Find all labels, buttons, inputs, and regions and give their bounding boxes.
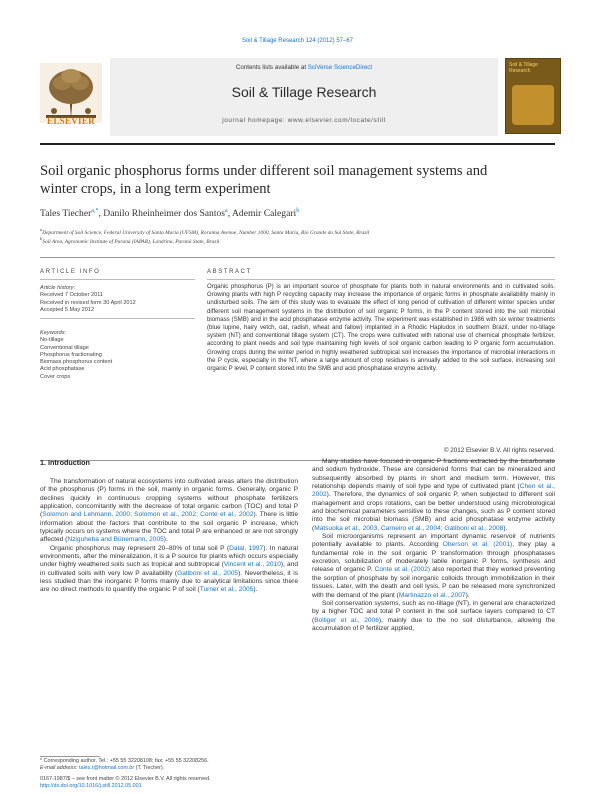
paragraph-text: ). There is little information about the factors that contribute to the soil organic P increase, which typically occurs on systems where the TOC and total P are enhanced or are not strongly affected ( — [40, 511, 298, 544]
paragraph-text: ). — [253, 586, 258, 594]
affiliation — [40, 236, 555, 245]
issn-line: 0167-1987/$ – see front matter © 2012 Elsevier B.V. All rights reserved. — [40, 776, 211, 782]
keywords-list — [40, 330, 195, 381]
author-affil-marker[interactable]: a,* — [91, 208, 99, 214]
body-paragraph — [312, 458, 555, 533]
journal-title: Soil & Tillage Research — [231, 84, 377, 100]
title-line-2: winter crops, in a long term experiment — [40, 181, 271, 197]
paragraph-text: Many studies have focused in organic P fractions extracted by the bicarbonate and sodium hydroxide. These are considered forms that can be mineralized and subsequently absorbed by plants in short and medium term. However, this relationship depends mainly of soil type and type of cultivated plant ( — [312, 458, 555, 491]
cover-artwork — [512, 85, 554, 125]
keyword: Biomass phosphorus content — [40, 359, 113, 366]
article-title — [40, 162, 555, 198]
paragraph-text: ), and in cultivated soils with very low P availability ( — [40, 561, 298, 577]
corresponding-author-footnote — [40, 758, 300, 772]
journal-cover-thumbnail — [505, 58, 561, 134]
citation-link[interactable]: Bolliger et al., 2006 — [314, 616, 379, 624]
body-right-column — [312, 458, 555, 633]
paragraph-text: ). Nevertheless, it is less studied than the inorganic P forms mainly due to analytical limitations since there are no direct methods to quantify the organic P of soil ( — [40, 569, 298, 594]
body-paragraph — [40, 478, 298, 545]
citation-link[interactable]: Solomon and Lehmann, 2000; Solomon et al., 2002; Conte et al., 2002 — [42, 511, 254, 519]
copyright-notice: © 2012 Elsevier B.V. All rights reserved. — [443, 447, 555, 454]
keyword: No-tillage — [40, 337, 64, 344]
abstract-heading: ABSTRACT — [207, 269, 252, 275]
email-link[interactable]: tales.t@hotmail.com.br — [78, 765, 135, 771]
citation-link[interactable]: Conte et al. (2002) — [374, 566, 431, 574]
section-heading-introduction: 1. Introduction — [40, 458, 90, 467]
history-revised: Received in revised form 30 April 2012 — [40, 299, 136, 306]
article-info-divider — [40, 318, 195, 319]
author-affil-marker[interactable]: a — [225, 208, 228, 214]
keywords-heading: Keywords: — [40, 330, 67, 336]
keyword: Conventional tillage — [40, 344, 89, 351]
author-name: Tales Tiecher — [40, 208, 92, 220]
affiliation-marker: a — [40, 227, 43, 232]
history-received: Received 7 October 2011 — [40, 292, 104, 299]
paragraph-text: ). — [163, 536, 168, 544]
citation-link[interactable]: Martinazzo et al., 2007 — [398, 591, 466, 599]
paragraph-text: ). — [503, 524, 508, 532]
contents-line — [110, 64, 498, 71]
keyword: Acid phosphatase — [40, 366, 85, 373]
title-line-1: Soil organic phosphorus forms under different soil management systems and — [40, 163, 488, 179]
author-list: Tales Tiecher$^{a,*}$, Danilo Rheinheimer dos Santos$^a$, Ademir Calegari$^b$ — [40, 208, 300, 220]
elsevier-wordmark: ELSEVIER — [47, 116, 95, 126]
paragraph-text: also reported that they worked preventing the sorption of phosphate by soil inorganic colloids through immobilization in their tissues. Later, with the death and cell lysis, P can be released more synchronized with the demand of the plant ( — [312, 566, 555, 599]
cover-title: Soil & Tillage Research — [509, 62, 538, 74]
citation-link[interactable]: Dalal, 1997 — [229, 544, 264, 552]
corresponding-author-text: * Corresponding author. Tel.: +55 55 32208108; fax: +55 55 32208256. — [40, 758, 209, 764]
paragraph-text: ). In natural environments, after the mineralization, it is a P source for plants which occurs especially under highly weathered soils such as tropical and subtropical ( — [40, 544, 298, 569]
email-line — [40, 765, 300, 772]
paragraph-text: Soil conservation systems, such as no-tillage (NT), in general are characterized by a higher TOC and total P content in the soil surface layers compared to CT ( — [312, 599, 555, 624]
paragraph-text: ). — [465, 591, 470, 599]
keyword: Phosphorus fractionating — [40, 351, 102, 358]
homepage-url[interactable]: www.elsevier.com/locate/still — [287, 117, 386, 124]
citation-link[interactable]: Turner et al., 2005 — [199, 586, 254, 594]
paragraph-text: Soil microorganisms represent an important dynamic reservoir of nutrients potentially available to plants. According — [312, 533, 555, 549]
history-heading: Article history: — [40, 285, 76, 291]
email-label: E-mail address: — [40, 765, 79, 771]
homepage-prefix: journal homepage: — [222, 117, 288, 124]
paragraph-text: , they play a fundamental role in the soil organic P transformation through phosphatases excretion, solubilization of moderately labile inorganic P forms, synthesis and release of organic P. — [312, 541, 555, 574]
front-matter-rule — [40, 257, 555, 258]
paragraph-text: ), mainly due to the no soil disturbance, allowing the accumulation of P fertilizer applied, — [312, 616, 555, 632]
paragraph-text: Organic phosphorus may represent 20–80% of total soil P ( — [50, 544, 230, 552]
affiliation-marker: b — [40, 236, 43, 241]
doi-link[interactable]: http://dx.doi.org/10.1016/j.still.2012.05.001 — [40, 783, 142, 789]
citation-link[interactable]: Matsuoka et al., 2003, Carneiro et al., 2004; Gatiboni et al., 2008 — [314, 524, 504, 532]
sciencedirect-link[interactable]: SciVerse ScienceDirect — [307, 64, 373, 71]
affiliation-text: Soil Area, Agronomic Institute of Paraná (IAPAR), Londrina, Paraná State, Brazil — [42, 238, 220, 245]
abstract-rule — [207, 279, 555, 280]
paragraph-text: The transformation of natural ecosystems into cultivated areas alters the distribution of the phosphorus (P) forms in the soil, mainly in organic forms. Generally, organic P declines quickly in continuous cropping systems without phosphate fertilizers application, concomitantly with the decrease of total organic carbon (TOC) and total P ( — [40, 478, 298, 519]
body-paragraph — [40, 545, 298, 595]
journal-homepage — [110, 117, 498, 124]
affiliation — [40, 227, 555, 236]
body-left-column — [40, 478, 298, 595]
issn-doi-block — [40, 776, 300, 790]
author-name: Ademir Calegari — [232, 208, 297, 220]
journal-reference[interactable]: Soil & Tillage Research 124 (2012) 57–67 — [241, 38, 354, 44]
citation-link[interactable]: Chen et al., 2002 — [312, 483, 555, 499]
keyword: Cover crops — [40, 373, 71, 380]
email-suffix: (T. Tiecher). — [134, 765, 165, 771]
citation-link[interactable]: Gatiboni et al., 2005 — [177, 569, 239, 577]
author-affil-marker[interactable]: b — [296, 208, 300, 214]
author-name: Danilo Rheinheimer dos Santos — [103, 208, 226, 220]
contents-prefix: Contents lists available at — [235, 64, 308, 71]
history-accepted: Accepted 5 May 2012 — [40, 306, 95, 313]
body-paragraph — [312, 533, 555, 600]
body-paragraph — [312, 600, 555, 633]
header-rule — [40, 143, 555, 145]
paragraph-text: ). Therefore, the dynamics of soil organic P, when subjected to different soil management and crops rotations, can be better understood using microbiological and biochemical parameters sensitive to these changes, such as P content stored into the soil microbial biomass (SMB) and acid phosphatase enzyme activity ( — [312, 491, 555, 532]
citation-link[interactable]: Nziguheba and Bünemann, 2005 — [67, 536, 164, 544]
affiliation-text: Department of Soil Science, Federal University of Santa Maria (UFSM), Roraima Avenue, Number 1000, Santa Maria, Rio Grande do Sul State, Brazil — [42, 229, 370, 236]
article-info-rule — [40, 279, 195, 280]
citation-link[interactable]: Vincent et al., 2010 — [223, 561, 281, 569]
abstract-text: Organic phosphorus (P) is an important source of phosphate for plants both in natural environments and in cultivated soils. Growing plants with high P recycling capacity may increase the importance of organic forms in phosphate availability mainly in undisturbed soils. The aim of this study was to evaluate the effect of long period of cultivation of different winter species under different soil management systems in the distribution of soil organic P forms, in the P content stored into the soil microbial biomass (SMB) and in the acid phosphatase enzyme activity. The experiment was established in 1986 with six winter treatments (blue lupine, hairy vetch, oat, radish, wheat and fallow) implanted in a Rhodic Hapludox in southern Brazil, under no-tillage system (NT) and conventional tillage system (CT). The crops were cultivated with rational use of chemical phosphate fertilizer, according to plant needs and soil type maintaining high levels of soil organic carbon leading to P organic form accumulation. Growing crops during the winter period in highly weathered subtropical soil increases the importance of microbial interactions in the P cycle, especially in the NT, where a large amount of crop residues is annually added to the soil surface, increasing soil organic P level, P content stored into the SMB and acid phosphatase enzyme activity. — [207, 283, 555, 373]
article-history — [40, 285, 195, 314]
citation-link[interactable]: Oberson et al. (2001) — [442, 541, 513, 549]
footnote-rule — [40, 756, 100, 757]
article-info-heading: ARTICLE INFO — [40, 269, 101, 275]
